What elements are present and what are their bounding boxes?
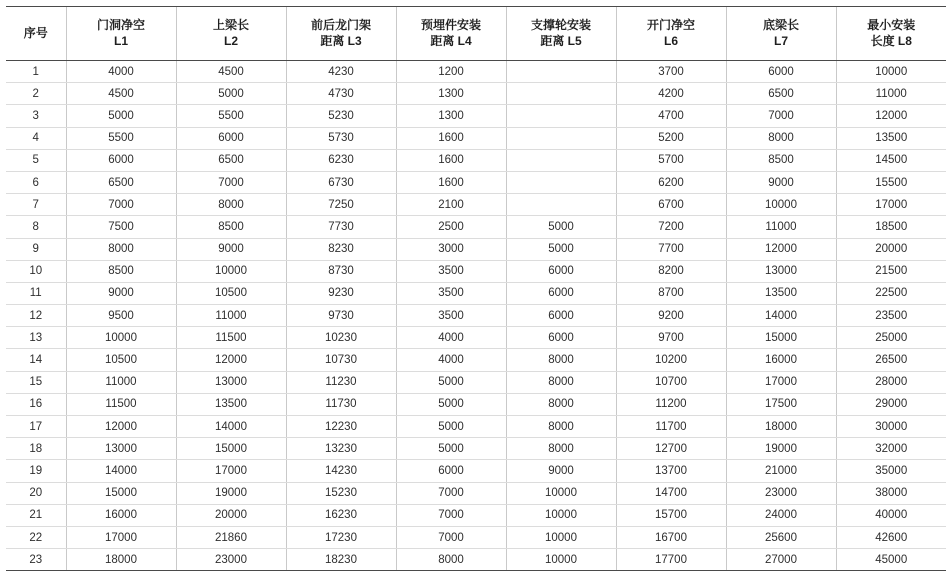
column-header-l7 — [726, 7, 836, 61]
table-cell: 17700 — [616, 549, 726, 571]
table-cell: 24000 — [726, 504, 836, 526]
table-cell: 8000 — [176, 194, 286, 216]
table-cell: 20000 — [176, 504, 286, 526]
header-line1: 前后龙门架 — [310, 17, 371, 32]
header-line2: 距离 L5 — [540, 34, 582, 48]
table-cell: 28000 — [836, 371, 946, 393]
table-cell: 13500 — [836, 127, 946, 149]
table-cell: 7000 — [396, 526, 506, 548]
table-cell: 8700 — [616, 282, 726, 304]
table-cell: 6000 — [726, 61, 836, 83]
table-cell — [506, 105, 616, 127]
table-cell: 5200 — [616, 127, 726, 149]
table-cell: 27000 — [726, 549, 836, 571]
table-cell: 3500 — [396, 282, 506, 304]
column-header-l2 — [176, 7, 286, 61]
table-cell — [506, 194, 616, 216]
table-cell: 15230 — [286, 482, 396, 504]
table-cell: 7500 — [66, 216, 176, 238]
row-index-cell: 16 — [6, 393, 66, 415]
table-row — [6, 194, 946, 216]
table-cell: 3500 — [396, 305, 506, 327]
table-cell: 5700 — [616, 149, 726, 171]
row-index-cell: 7 — [6, 194, 66, 216]
table-cell: 38000 — [836, 482, 946, 504]
column-header-l1 — [66, 7, 176, 61]
table-cell: 10230 — [286, 327, 396, 349]
table-cell: 9230 — [286, 282, 396, 304]
table-row — [6, 83, 946, 105]
table-cell: 9700 — [616, 327, 726, 349]
table-cell — [506, 171, 616, 193]
row-index-cell: 14 — [6, 349, 66, 371]
table-cell: 8230 — [286, 238, 396, 260]
table-cell: 1300 — [396, 105, 506, 127]
table-cell: 6000 — [176, 127, 286, 149]
table-cell: 1600 — [396, 171, 506, 193]
table-cell: 16700 — [616, 526, 726, 548]
table-cell: 11500 — [66, 393, 176, 415]
table-cell: 5500 — [66, 127, 176, 149]
table-header — [6, 7, 946, 61]
header-line1: 开门净空 — [646, 17, 695, 32]
table-cell: 7000 — [396, 504, 506, 526]
table-cell: 9000 — [726, 171, 836, 193]
row-index-cell: 11 — [6, 282, 66, 304]
column-header-index — [6, 7, 66, 61]
table-cell: 10000 — [66, 327, 176, 349]
table-row — [6, 371, 946, 393]
table-cell — [506, 149, 616, 171]
table-row — [6, 305, 946, 327]
table-cell: 20000 — [836, 238, 946, 260]
table-cell: 35000 — [836, 460, 946, 482]
row-index-cell: 1 — [6, 61, 66, 83]
table-cell: 6700 — [616, 194, 726, 216]
table-cell: 12000 — [726, 238, 836, 260]
table-cell: 29000 — [836, 393, 946, 415]
row-index-cell: 17 — [6, 416, 66, 438]
table-cell: 11730 — [286, 393, 396, 415]
table-cell: 10200 — [616, 349, 726, 371]
table-cell: 7000 — [726, 105, 836, 127]
table-cell: 15000 — [176, 438, 286, 460]
table-cell: 18500 — [836, 216, 946, 238]
table-cell: 11000 — [66, 371, 176, 393]
table-cell: 4700 — [616, 105, 726, 127]
table-cell: 16230 — [286, 504, 396, 526]
table-cell: 4000 — [66, 61, 176, 83]
row-index-cell: 5 — [6, 149, 66, 171]
table-cell: 17000 — [836, 194, 946, 216]
table-cell: 9730 — [286, 305, 396, 327]
row-index-cell: 21 — [6, 504, 66, 526]
table-cell: 6000 — [506, 327, 616, 349]
table-cell: 23000 — [726, 482, 836, 504]
header-line2: 距离 L3 — [320, 34, 362, 48]
table-cell: 26500 — [836, 349, 946, 371]
table-cell: 9000 — [176, 238, 286, 260]
table-cell: 7000 — [176, 171, 286, 193]
table-cell: 13500 — [176, 393, 286, 415]
table-cell: 8500 — [726, 149, 836, 171]
table-row — [6, 327, 946, 349]
table-cell: 5000 — [396, 393, 506, 415]
table-row — [6, 526, 946, 548]
row-index-cell: 23 — [6, 549, 66, 571]
column-header-l6 — [616, 7, 726, 61]
table-cell: 45000 — [836, 549, 946, 571]
table-cell: 8000 — [506, 393, 616, 415]
table-cell: 16000 — [726, 349, 836, 371]
row-index-cell: 3 — [6, 105, 66, 127]
table-cell: 6000 — [506, 305, 616, 327]
table-row — [6, 416, 946, 438]
table-cell: 11700 — [616, 416, 726, 438]
header-line1: 门洞净空 — [96, 17, 145, 32]
table-body — [6, 61, 946, 571]
table-cell: 5500 — [176, 105, 286, 127]
table-cell: 1200 — [396, 61, 506, 83]
table-cell: 12700 — [616, 438, 726, 460]
table-cell: 11230 — [286, 371, 396, 393]
table-cell — [506, 61, 616, 83]
row-index-cell: 6 — [6, 171, 66, 193]
table-cell: 10000 — [836, 61, 946, 83]
table-cell: 17000 — [66, 526, 176, 548]
row-index-cell: 19 — [6, 460, 66, 482]
table-cell: 25600 — [726, 526, 836, 548]
table-cell: 23000 — [176, 549, 286, 571]
table-row — [6, 216, 946, 238]
table-cell: 1600 — [396, 127, 506, 149]
table-cell: 6500 — [726, 83, 836, 105]
table-cell: 10000 — [726, 194, 836, 216]
table-cell: 8000 — [506, 371, 616, 393]
table-row — [6, 504, 946, 526]
header-line2: L7 — [773, 34, 788, 48]
table-cell: 5000 — [396, 438, 506, 460]
table-cell: 5000 — [506, 238, 616, 260]
table-cell: 5000 — [176, 83, 286, 105]
row-index-cell: 13 — [6, 327, 66, 349]
table-cell: 6230 — [286, 149, 396, 171]
table-cell: 10000 — [506, 526, 616, 548]
table-cell: 13700 — [616, 460, 726, 482]
table-cell: 12000 — [836, 105, 946, 127]
table-cell: 6500 — [176, 149, 286, 171]
table-cell: 9000 — [66, 282, 176, 304]
table-cell: 6000 — [396, 460, 506, 482]
table-cell: 13000 — [66, 438, 176, 460]
table-cell: 17000 — [726, 371, 836, 393]
table-cell: 14000 — [726, 305, 836, 327]
table-cell: 13230 — [286, 438, 396, 460]
table-cell: 30000 — [836, 416, 946, 438]
table-cell: 18230 — [286, 549, 396, 571]
table-row — [6, 105, 946, 127]
table-cell: 22500 — [836, 282, 946, 304]
table-cell: 12000 — [176, 349, 286, 371]
table-cell: 8000 — [506, 438, 616, 460]
table-cell: 19000 — [726, 438, 836, 460]
table-row — [6, 460, 946, 482]
table-cell: 42600 — [836, 526, 946, 548]
table-cell: 25000 — [836, 327, 946, 349]
column-header-l3 — [286, 7, 396, 61]
table-cell: 2500 — [396, 216, 506, 238]
table-row — [6, 260, 946, 282]
table-cell: 5000 — [396, 416, 506, 438]
table-cell: 4500 — [176, 61, 286, 83]
table-cell: 6000 — [506, 282, 616, 304]
table-cell: 2100 — [396, 194, 506, 216]
table-cell: 5000 — [396, 371, 506, 393]
table-cell: 5000 — [506, 216, 616, 238]
table-row — [6, 149, 946, 171]
table-cell: 17500 — [726, 393, 836, 415]
table-cell: 40000 — [836, 504, 946, 526]
table-cell: 10000 — [176, 260, 286, 282]
row-index-cell: 12 — [6, 305, 66, 327]
table-cell: 8000 — [396, 549, 506, 571]
header-line1: 上梁长 — [212, 17, 249, 32]
row-index-cell: 8 — [6, 216, 66, 238]
table-cell: 10500 — [176, 282, 286, 304]
header-line2: 长度 L8 — [870, 34, 912, 48]
table-cell: 11000 — [836, 83, 946, 105]
column-header-l5 — [506, 7, 616, 61]
header-line1: 预埋件安装 — [420, 17, 481, 32]
table-cell: 10000 — [506, 482, 616, 504]
table-cell: 17000 — [176, 460, 286, 482]
header-line2: L1 — [113, 34, 128, 48]
table-cell: 21000 — [726, 460, 836, 482]
table-cell: 11500 — [176, 327, 286, 349]
table-cell: 14000 — [176, 416, 286, 438]
table-cell: 18000 — [726, 416, 836, 438]
table-cell: 8500 — [176, 216, 286, 238]
row-index-cell: 18 — [6, 438, 66, 460]
row-index-cell: 9 — [6, 238, 66, 260]
row-index-cell: 15 — [6, 371, 66, 393]
table-cell: 4200 — [616, 83, 726, 105]
table-cell: 11000 — [176, 305, 286, 327]
table-cell: 6000 — [66, 149, 176, 171]
row-index-cell: 4 — [6, 127, 66, 149]
table-cell: 1600 — [396, 149, 506, 171]
table-cell: 10730 — [286, 349, 396, 371]
table-cell: 23500 — [836, 305, 946, 327]
table-cell: 4000 — [396, 327, 506, 349]
row-index-cell: 22 — [6, 526, 66, 548]
table-cell: 15500 — [836, 171, 946, 193]
table-cell: 3000 — [396, 238, 506, 260]
table-row — [6, 482, 946, 504]
table-row — [6, 349, 946, 371]
table-cell: 7200 — [616, 216, 726, 238]
table-cell: 15000 — [66, 482, 176, 504]
table-cell: 12000 — [66, 416, 176, 438]
table-row — [6, 238, 946, 260]
header-line2: L2 — [223, 34, 238, 48]
table-cell: 10000 — [506, 549, 616, 571]
table-cell: 6000 — [506, 260, 616, 282]
table-cell: 7730 — [286, 216, 396, 238]
table-cell: 9500 — [66, 305, 176, 327]
header-line1: 底梁长 — [762, 17, 799, 32]
table-cell: 4500 — [66, 83, 176, 105]
table-row — [6, 61, 946, 83]
table-cell: 1300 — [396, 83, 506, 105]
table-cell: 21500 — [836, 260, 946, 282]
table-cell: 8000 — [506, 416, 616, 438]
table-cell: 9000 — [506, 460, 616, 482]
table-cell: 4730 — [286, 83, 396, 105]
table-row — [6, 282, 946, 304]
table-cell: 14000 — [66, 460, 176, 482]
table-cell: 6730 — [286, 171, 396, 193]
table-cell: 8000 — [726, 127, 836, 149]
table-cell: 5230 — [286, 105, 396, 127]
table-cell — [506, 127, 616, 149]
table-row — [6, 438, 946, 460]
row-index-cell: 10 — [6, 260, 66, 282]
table-cell: 5730 — [286, 127, 396, 149]
table-cell: 12230 — [286, 416, 396, 438]
table-cell: 5000 — [66, 105, 176, 127]
table-cell: 15700 — [616, 504, 726, 526]
table-cell: 9200 — [616, 305, 726, 327]
table-cell: 19000 — [176, 482, 286, 504]
table-cell: 14500 — [836, 149, 946, 171]
header-line2: L6 — [663, 34, 678, 48]
table-cell: 14700 — [616, 482, 726, 504]
table-cell: 15000 — [726, 327, 836, 349]
header-line1: 最小安装 — [867, 17, 916, 32]
row-index-cell: 2 — [6, 83, 66, 105]
table-cell: 8000 — [66, 238, 176, 260]
table-cell: 13000 — [726, 260, 836, 282]
table-cell: 4000 — [396, 349, 506, 371]
table-cell: 7250 — [286, 194, 396, 216]
table-cell: 11200 — [616, 393, 726, 415]
table-cell: 6500 — [66, 171, 176, 193]
table-cell: 10000 — [506, 504, 616, 526]
table-cell: 14230 — [286, 460, 396, 482]
table-cell: 18000 — [66, 549, 176, 571]
table-cell: 13000 — [176, 371, 286, 393]
header-line2: 距离 L4 — [430, 34, 472, 48]
table-cell: 6200 — [616, 171, 726, 193]
table-cell: 8000 — [506, 349, 616, 371]
table-cell: 7700 — [616, 238, 726, 260]
column-header-l4 — [396, 7, 506, 61]
table-cell: 7000 — [396, 482, 506, 504]
table-row — [6, 393, 946, 415]
table-cell: 8730 — [286, 260, 396, 282]
table-cell: 13500 — [726, 282, 836, 304]
table-cell: 32000 — [836, 438, 946, 460]
header-line1: 序号 — [23, 25, 48, 40]
column-header-l8 — [836, 7, 946, 61]
table-cell: 3700 — [616, 61, 726, 83]
table-cell: 3500 — [396, 260, 506, 282]
table-cell: 4230 — [286, 61, 396, 83]
table-cell: 17230 — [286, 526, 396, 548]
table-cell: 7000 — [66, 194, 176, 216]
table-cell: 8200 — [616, 260, 726, 282]
table-row — [6, 171, 946, 193]
table-row — [6, 127, 946, 149]
table-cell: 10500 — [66, 349, 176, 371]
table-row — [6, 549, 946, 571]
row-index-cell: 20 — [6, 482, 66, 504]
table-cell: 11000 — [726, 216, 836, 238]
header-row — [6, 7, 946, 61]
table-cell: 8500 — [66, 260, 176, 282]
table-cell — [506, 83, 616, 105]
table-cell: 21860 — [176, 526, 286, 548]
dimension-spec-table — [6, 6, 946, 571]
table-cell: 10700 — [616, 371, 726, 393]
table-cell: 16000 — [66, 504, 176, 526]
header-line1: 支撑轮安装 — [530, 17, 591, 32]
